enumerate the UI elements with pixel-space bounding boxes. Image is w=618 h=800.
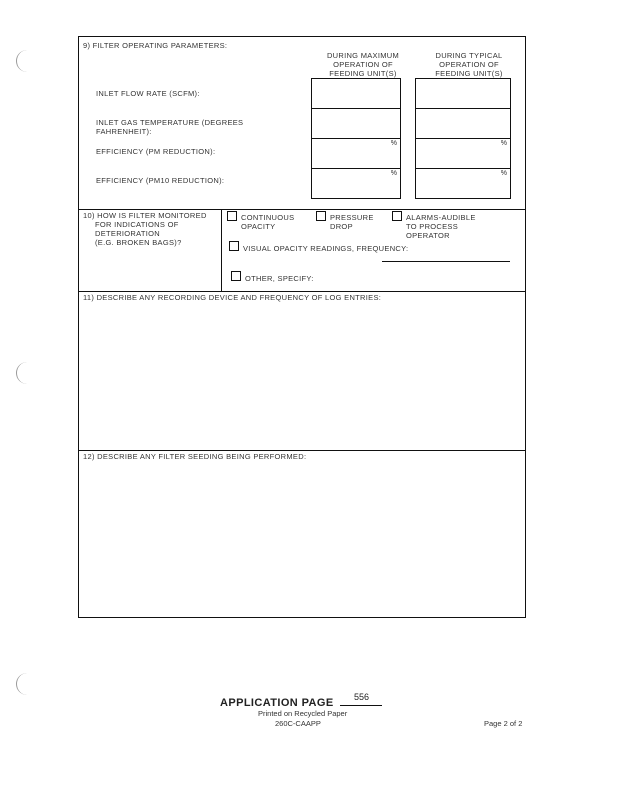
label-inlet-flow-rate: INLET FLOW RATE (SCFM): <box>96 89 200 98</box>
section12-title: 12) DESCRIBE ANY FILTER SEEDING BEING PERFORMED: <box>83 452 307 461</box>
input-flow-rate-max[interactable] <box>311 78 401 109</box>
divider-9-10 <box>78 209 526 210</box>
section12-answer-area[interactable] <box>80 463 524 615</box>
input-eff-pm-max[interactable] <box>311 138 401 169</box>
page-number-underline <box>340 705 382 706</box>
section10-vertical-divider <box>221 209 222 291</box>
section9-title: 9) FILTER OPERATING PARAMETERS: <box>83 41 228 50</box>
divider-11-12 <box>78 450 526 451</box>
checkbox-continuous-opacity[interactable] <box>227 211 237 221</box>
input-eff-pm10-typical[interactable] <box>415 168 511 199</box>
percent-sign: % <box>500 140 507 147</box>
application-page-label: APPLICATION PAGE <box>220 697 334 709</box>
label-efficiency-pm10: EFFICIENCY (PM10 REDUCTION): <box>96 176 225 185</box>
col-header-typical: DURING TYPICAL OPERATION OF FEEDING UNIT(S) <box>435 51 503 78</box>
form-id: 260C-CAAPP <box>275 719 321 728</box>
col-header-max: DURING MAXIMUM OPERATION OF FEEDING UNIT(S) <box>326 51 400 78</box>
label-other: OTHER, SPECIFY: <box>245 274 314 283</box>
section11-title: 11) DESCRIBE ANY RECORDING DEVICE AND FREQUENCY OF LOG ENTRIES: <box>83 293 382 302</box>
percent-sign: % <box>500 170 507 177</box>
checkbox-visual-opacity[interactable] <box>229 241 239 251</box>
percent-sign: % <box>390 140 397 147</box>
input-eff-pm-typical[interactable] <box>415 138 511 169</box>
input-gas-temp-max[interactable] <box>311 108 401 139</box>
label-alarms-audible: ALARMS-AUDIBLE TO PROCESS OPERATOR <box>406 213 476 240</box>
checkbox-pressure-drop[interactable] <box>316 211 326 221</box>
label-continuous-opacity: CONTINUOUS OPACITY <box>241 213 295 231</box>
label-inlet-gas-temp: INLET GAS TEMPERATURE (DEGREES FAHRENHEIT): <box>96 118 244 136</box>
application-page-number: 556 <box>354 692 370 702</box>
printed-on-recycled: Printed on Recycled Paper <box>258 709 348 718</box>
section10-question: 10) HOW IS FILTER MONITORED FOR INDICATIONS OF DETERIORATION (E.G. BROKEN BAGS)? <box>83 211 207 247</box>
input-flow-rate-typical[interactable] <box>415 78 511 109</box>
label-pressure-drop: PRESSURE DROP <box>330 213 374 231</box>
divider-10-11 <box>78 291 526 292</box>
percent-sign: % <box>390 170 397 177</box>
visual-frequency-line[interactable] <box>382 261 510 262</box>
checkbox-other[interactable] <box>231 271 241 281</box>
punch-hole-bottom <box>16 673 27 695</box>
punch-hole-middle <box>16 362 27 384</box>
section11-answer-area[interactable] <box>80 304 524 448</box>
input-eff-pm10-max[interactable] <box>311 168 401 199</box>
label-efficiency-pm: EFFICIENCY (PM REDUCTION): <box>96 147 216 156</box>
input-gas-temp-typical[interactable] <box>415 108 511 139</box>
checkbox-alarms-audible[interactable] <box>392 211 402 221</box>
label-visual-opacity: VISUAL OPACITY READINGS, FREQUENCY: <box>243 244 409 253</box>
page-count: Page 2 of 2 <box>484 719 523 728</box>
punch-hole-top <box>16 50 27 72</box>
